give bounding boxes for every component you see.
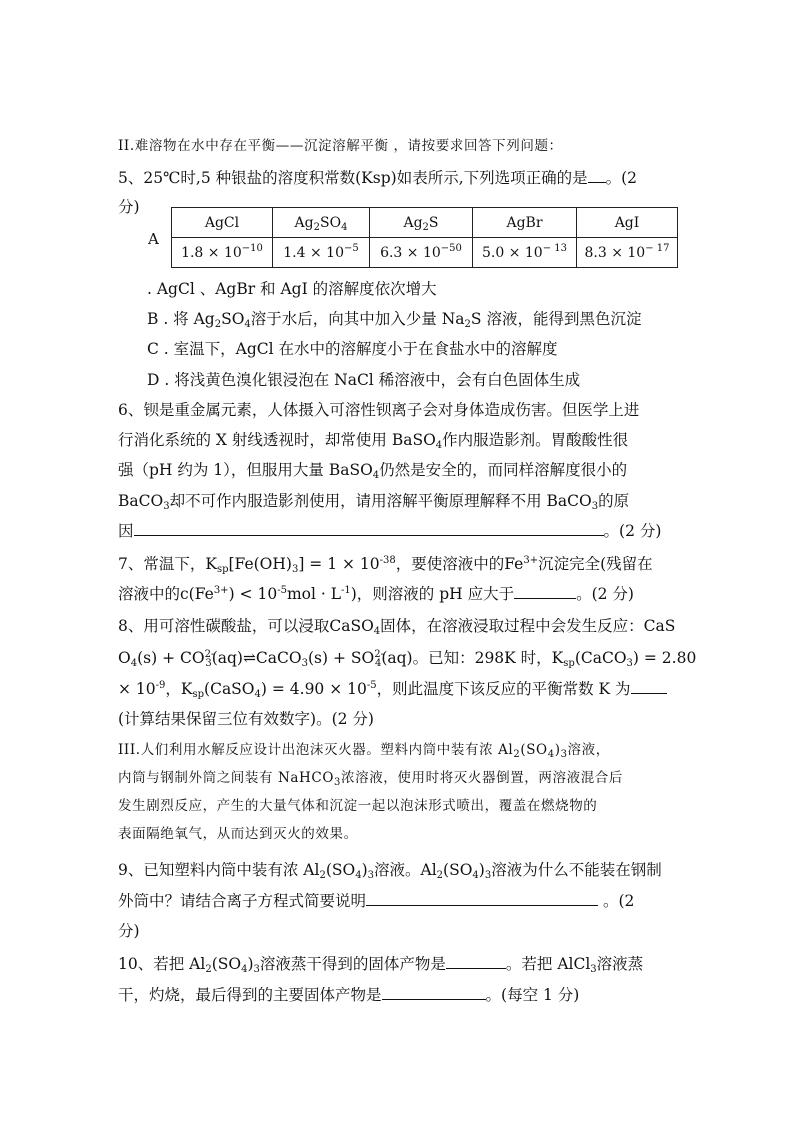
ksp-value-ag2so4: $1.4 \times 10^{-5}$ <box>273 238 370 268</box>
ksp-value-ag2s: $6.3 \times 10^{-50}$ <box>370 238 473 268</box>
section-3-line-1: III.人们利用水解反应设计出泡沫灭火器。塑料内筒中装有浓 $Al_2(SO_4)_3$溶液， <box>118 742 610 760</box>
q8-line-1: 8、用可溶性碳酸盐，可以浸取CaSO$_4$固体，在溶液浸取过程中会发生反应：CaS <box>118 617 676 637</box>
q8-line-2: $O_4(s)$ + $CO^{2-}_3(aq)\rightleftharpoons CaCO_3(s) + SO^{2-}_4(aq)$。已知：298K 时，$K_{sp}(CaCO_3) = 2.80$ <box>118 649 697 669</box>
q8-answer-blank[interactable] <box>631 679 667 694</box>
ksp-value-agcl: $1.8 \times 10^{-10}$ <box>172 238 273 268</box>
q9-answer-blank[interactable] <box>366 891 598 906</box>
q10-answer-blank-1[interactable] <box>446 954 506 969</box>
q5-option-c: C . 室温下，AgCl 在水中的溶解度小于在食盐水中的溶解度 <box>147 340 558 358</box>
ksp-table-value-row <box>172 238 678 268</box>
ksp-header-agcl: AgCl <box>172 208 273 238</box>
section-3-line-3: 发生剧烈反应，产生的大量气体和沉淀一起以泡沫形式喷出，覆盖在燃烧物的 <box>118 798 598 814</box>
q10-answer-blank-2[interactable] <box>382 985 486 1000</box>
q9-line-2: 外筒中？请结合离子方程式简要说明 。(2 <box>118 892 635 910</box>
q6-line-4: BaCO$_3$却不可作内服造影剂使用，请用溶解平衡原理解释不用 BaCO$_3$的原 <box>118 492 630 512</box>
section-3-line-2: 内筒与钢制外筒之间装有 NaHCO$_3$浓溶液，使用时将灭火器倒置，两溶液混合后 <box>118 770 623 788</box>
q5-option-d: D . 将浅黄色溴化银浸泡在 NaCl 稀溶液中，会有白色固体生成 <box>147 371 581 389</box>
q5-option-b: B . 将 $Ag_2SO_4$溶于水后，向其中加入少量 $Na_2S$ 溶液，能得到黑色沉淀 <box>147 310 642 330</box>
ksp-header-agi: AgI <box>577 208 678 238</box>
q7-line-1: 7、常温下，$K_{sp}[Fe(OH)_3] = 1 \times 10^{-38}$，要使溶液中的$Fe^{3+}$沉淀完全(残留在 <box>118 555 653 575</box>
q8-line-4: (计算结果保留三位有效数字)。(2 分) <box>118 710 374 728</box>
q5-stem-cont: 分) <box>118 198 140 216</box>
q6-line-3: 强（pH 约为 1），但服用大量 BaSO$_4$仍然是安全的，而同样溶解度很小的 <box>118 461 628 481</box>
ksp-value-agbr: $5.0 \times 10^{- 13}$ <box>473 238 577 268</box>
q6-line-1: 6、钡是重金属元素，人体摄入可溶性钡离子会对身体造成伤害。但医学上进 <box>118 401 640 419</box>
q9-line-3: 分) <box>118 922 140 940</box>
q9-line-1: 9、已知塑料内筒中装有浓 $Al_2(SO_4)_3$溶液。$Al_2(SO_4)_3$溶液为什么不能装在钢制 <box>118 861 662 881</box>
q6-line-2: 行消化系统的 X 射线透视时，却常使用 BaSO$_4$作内服造影剂。胃酸酸性很 <box>118 431 629 451</box>
q7-line-2: 溶液中的$c(Fe^{3+}) < 10^{-5}mol \cdot L^{-1}$)，则溶液的 pH 应大于 。(2 分) <box>118 585 634 603</box>
ksp-header-agbr: AgBr <box>473 208 577 238</box>
section-2-heading: II.难溶物在水中存在平衡——沉淀溶解平衡 ，请按要求回答下列问题： <box>118 138 563 154</box>
q5-option-a-label: A <box>148 230 159 248</box>
q6-answer-blank[interactable] <box>134 521 604 536</box>
ksp-table-header-row <box>172 208 678 238</box>
ksp-header-ag2so4: $Ag_2SO_4$ <box>273 208 370 238</box>
q7-answer-blank[interactable] <box>514 584 576 599</box>
q5-stem: 5、25℃时,5 种银盐的溶度积常数(Ksp)如表所示,下列选项正确的是 。(2 <box>118 169 638 187</box>
q8-line-3: × $10^{-9}$，$K_{sp}(CaSO_4) = 4.90 \times 10^{-5}$，则此温度下该反应的平衡常数 K 为 <box>118 679 667 699</box>
section-3-line-4: 表面隔绝氧气，从而达到灭火的效果。 <box>118 826 358 842</box>
ksp-table <box>171 207 678 268</box>
q5-answer-blank[interactable] <box>588 168 606 183</box>
q10-line-2: 干，灼烧，最后得到的主要固体产物是 。(每空 1 分) <box>118 986 580 1004</box>
ksp-header-ag2s: $Ag_2S$ <box>370 208 473 238</box>
q6-line-5: 因 。(2 分) <box>118 522 662 540</box>
q10-line-1: 10、若把 $Al_2(SO_4)_3$溶液蒸干得到的固体产物是 。若把 AlCl$_3$溶液蒸 <box>118 955 644 975</box>
ksp-value-agi: $8.3 \times 10^{- 17}$ <box>577 238 678 268</box>
q5-option-a: . AgCl 、AgBr 和 AgI 的溶解度依次增大 <box>147 280 437 298</box>
